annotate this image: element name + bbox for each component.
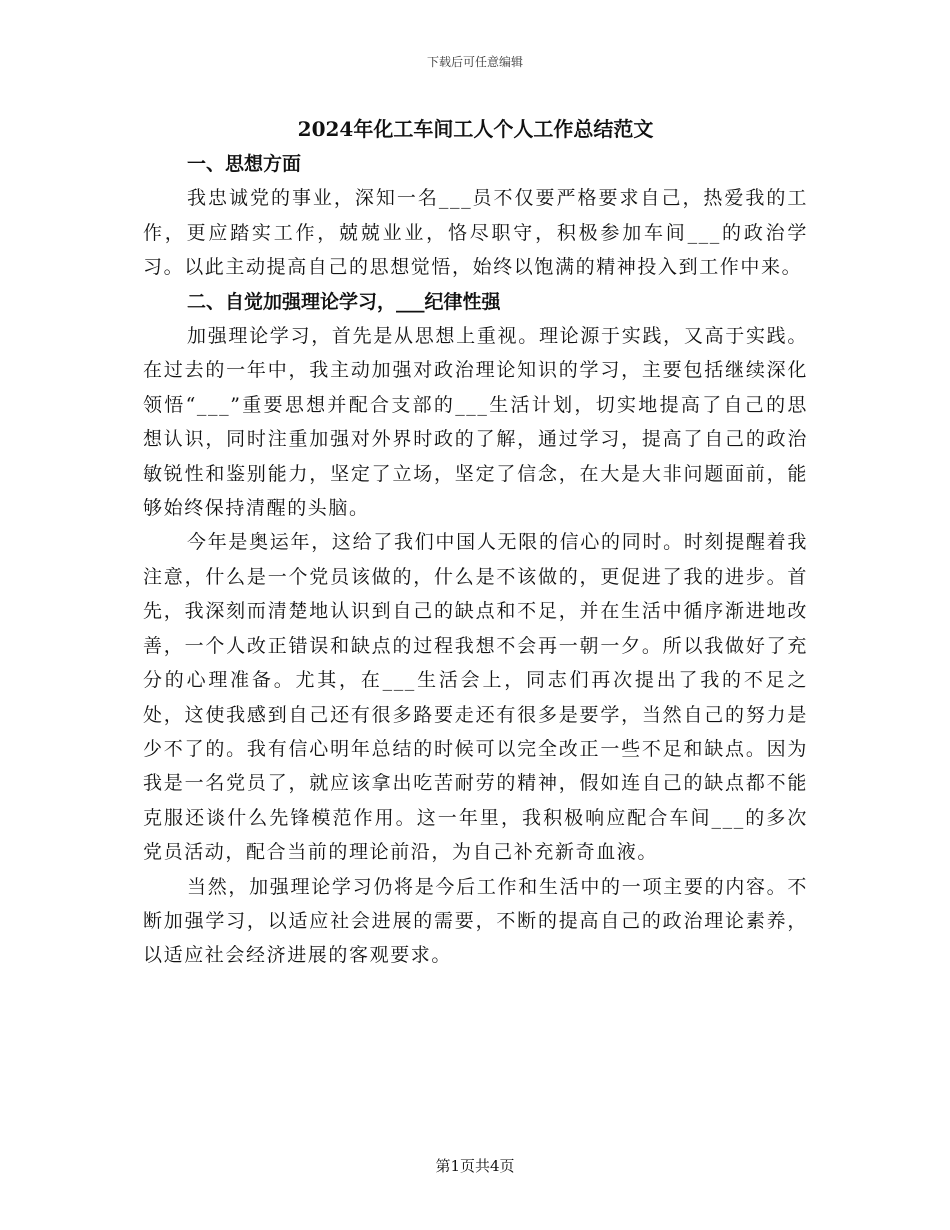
section-heading-2: 二、自觉加强理论学习，___纪律性强	[187, 290, 501, 313]
paragraph: 加强理论学习，首先是从思想上重视。理论源于实践，又高于实践。在过去的一年中，我主动加强对政治理论知识的学习，主要包括继续深化领悟“___”重要思想并配合支部的___生活计划，切实地提高了自己的思想认识，同时注重加强对外界时政的了解，通过学习，提高了自己的政治敏锐性和鉴别能力，坚定了立场，坚定了信念，在大是大非问题面前，能够始终保持清醒的头脑。	[143, 325, 808, 520]
paragraph: 我忠诚党的事业，深知一名___员不仅要严格要求自己，热爱我的工作，更应踏实工作，兢兢业业，恪尽职守，积极参加车间___的政治学习。以此主动提高自己的思想觉悟，始终以饱满的精神投入到工作中来。	[143, 187, 808, 279]
page-number: 第1页共4页	[435, 1157, 515, 1175]
paragraph: 当然，加强理论学习仍将是今后工作和生活中的一项主要的内容。不断加强学习，以适应社会进展的需要，不断的提高自己的政治理论素养，以适应社会经济进展的客观要求。	[143, 875, 808, 967]
section-heading-1: 一、思想方面	[187, 153, 302, 175]
header-note: 下载后可任意编辑	[426, 55, 523, 69]
paragraph: 今年是奥运年，这给了我们中国人无限的信心的同时。时刻提醒着我注意，什么是一个党员该做的，什么是不该做的，更促进了我的进步。首先，我深刻而清楚地认识到自己的缺点和不足，并在生活中循序渐进地改善，一个人改正错误和缺点的过程我想不会再一朝一夕。所以我做好了充分的心理准备。尤其，在___生活会上，同志们再次提出了我的不足之处，这使我感到自己还有很多路要走还有很多是要学，当然自己的努力是少不了的。我有信心明年总结的时候可以完全改正一些不足和缺点。因为我是一名党员了，就应该拿出吃苦耐劳的精神，假如连自己的缺点都不能克服还谈什么先锋模范作用。这一年里，我积极响应配合车间___的多次党员活动，配合当前的理论前沿，为自己补充新奇血液。	[143, 531, 808, 864]
document-body	[143, 113, 808, 973]
document-title: 2024年化工车间工人个人工作总结范文	[297, 117, 654, 141]
